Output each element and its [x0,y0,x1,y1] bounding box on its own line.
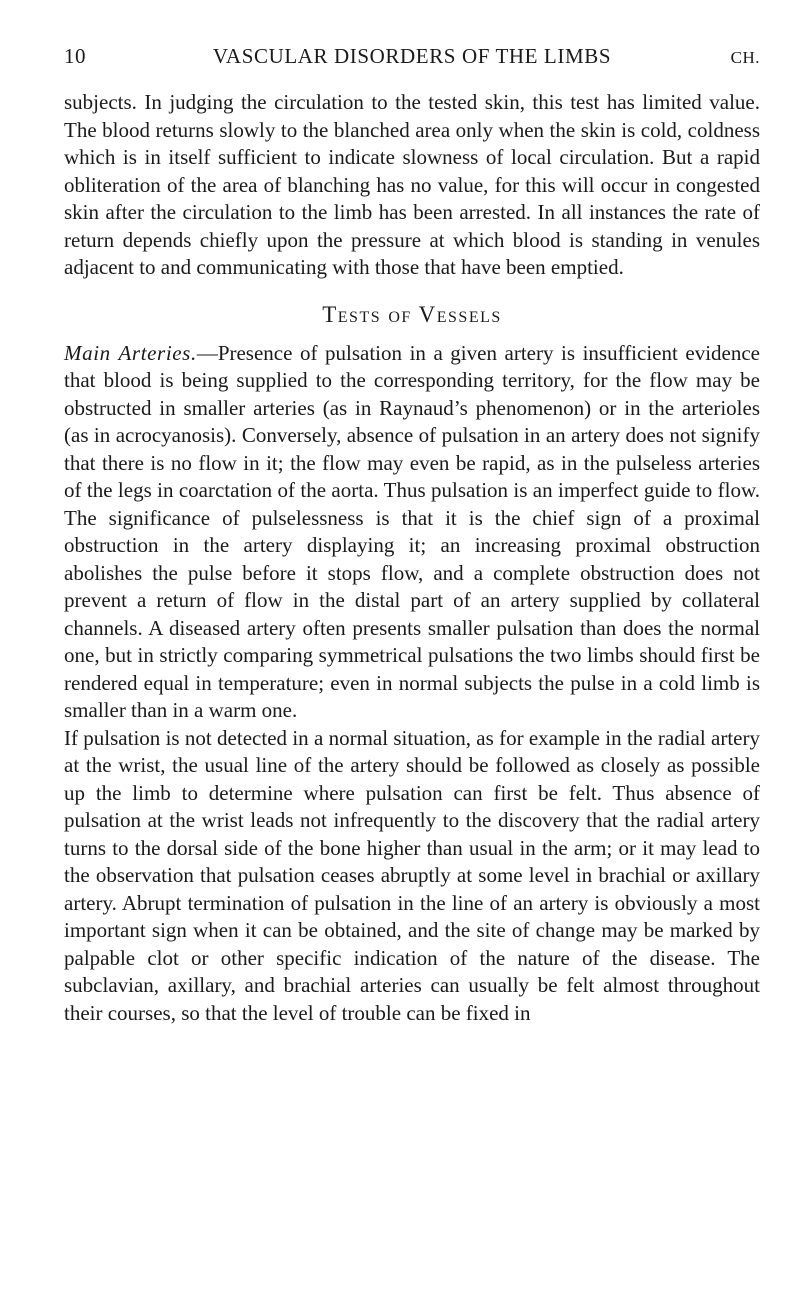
page-number: 10 [64,44,86,68]
runin-heading: Main Arteries. [64,340,197,365]
book-page [64,44,760,1027]
body-paragraph-2 [64,340,760,725]
body-paragraph-1: subjects. In judging the circulation to the tested skin, this test has limited value. The blood returns slowly to the blanched area only when the skin is cold, coldness which is in itself sufficient to indicate slowness of local circulation. But a rapid obliteration of the area of blanching has no value, for this will occur in congested skin after the circulation to the limb has been arrested. In all instances the rate of return depends chiefly upon the pressure at which blood is standing in venules adjacent to and communicating with those that have been emptied. [64,90,760,279]
running-title: VASCULAR DISORDERS OF THE LIMBS [212,44,612,68]
body-paragraph-3: If pulsation is not detected in a normal situation, as for example in the radial artery at the wrist, the usual line of the artery should be followed as closely as possible up the limb to determine where pulsation can first be felt. Thus absence of pulsation at the wrist leads not infrequently to the discovery that the radial artery turns to the dorsal side of the bone higher than usual in the arm; or it may lead to the observation that pulsation ceases abruptly at some level in brachial or axillary artery. Abrupt termination of pulsation in the line of an artery is obviously a most important sign when it can be obtained, and the site of change may be marked by palpable clot or other specific indication of the nature of the disease. The subclavian, axillary, and brachial arteries can usually be felt almost throughout their courses, so that the level of trouble can be fixed in [64,725,760,1025]
running-header [64,44,760,69]
section-heading: Tests of Vessels [322,301,502,327]
body-paragraph-2-text: —Presence of pulsation in a given artery is insufficient evidence that blood is being supplied to the corresponding territory, for the flow may be obstructed in smaller arteries (as in Raynaud’s phenomenon) or in the arterioles (as in acrocyanosis). Conversely, absence of pulsation in an artery does not signify that there is no flow in it; the flow may even be rapid, as in the pulseless arteries of the legs in coarctation of the aorta. Thus pulsation is an imperfect guide to flow. The significance of pulselessness is that it is the chief sign of a proximal obstruction in the artery displaying it; an increasing proximal obstruction abolishes the pulse before it stops flow, and a complete obstruction does not prevent a return of flow in the distal part of an artery supplied by collateral channels. A diseased artery often presents smaller pulsation than does the normal one, but in strictly comparing symmetrical pulsations the two limbs should first be rendered equal in temperature; even in normal subjects the pulse in a cold limb is smaller than in a warm one. [64,340,760,722]
chapter-abbreviation: CH. [730,48,760,67]
